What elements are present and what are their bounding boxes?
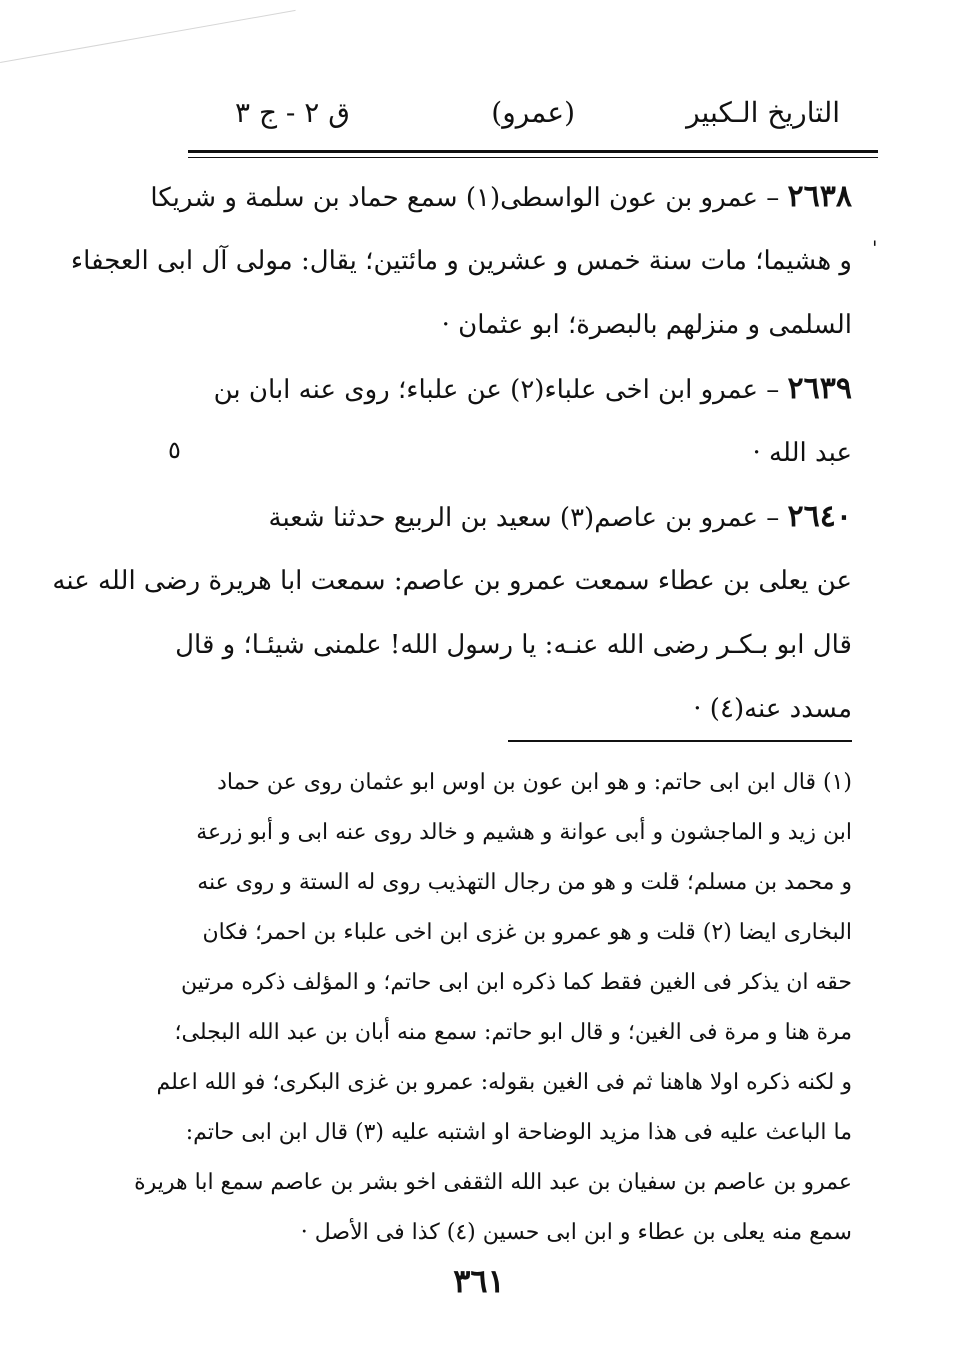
entry-text: – عمرو بن عون الواسطى(١) سمع حماد بن سلمة و شريكا bbox=[150, 183, 780, 213]
entry-text: – عمرو بن عاصم(٣) سعيد بن الربيع حدثنا شعبة bbox=[268, 503, 780, 533]
footnote-line: (١) قال ابن ابى حاتم: و هو ابن عون بن اوس ابو عثمان روى عن حماد bbox=[217, 770, 852, 795]
entry-line bbox=[200, 357, 852, 421]
running-header bbox=[215, 96, 840, 136]
entry-line: مسدد عنه(٤) · bbox=[693, 694, 852, 724]
footnote-line: ما الباعث عليه فى هذا مزيد الوضاحة او اشتبه عليه (٣) قال ابن ابى حاتم: bbox=[185, 1120, 852, 1145]
volume-reference: ق ٢ - ج ٣ bbox=[235, 96, 350, 129]
entry-line: و هشيما؛ مات سنة خمس و عشرين و مائتين؛ يقال: مولى آل ابى العجفاء bbox=[70, 246, 852, 276]
footnote-line: حقه ان يذكر فى الغين فقط كما ذكره ابن ابى حاتم؛ و المؤلف ذكره مرتين bbox=[181, 970, 852, 995]
book-title: التاريخ الـكبير bbox=[686, 96, 840, 129]
footnote-line: ابن زيد و الماجشون و أبى عوانة و هشيم و خالد روى عنه ابى و أبو زرعة bbox=[196, 820, 852, 845]
entry-number: ٢٦٤٠ bbox=[787, 499, 852, 534]
page-number: ٣٦١ bbox=[453, 1262, 505, 1300]
margin-line-number: ٥ bbox=[168, 436, 181, 464]
header-rule-thick bbox=[188, 150, 878, 153]
entry-number: ٢٦٣٨ bbox=[787, 179, 852, 214]
entry-line: السلمى و منزلهم بالبصرة؛ ابو عثمان · bbox=[441, 310, 852, 340]
header-rule-thin bbox=[188, 157, 878, 158]
section-name: (عمرو) bbox=[491, 96, 575, 129]
footnote-line: البخارى ايضا (٢) قلت و هو عمرو بن غزى ابن اخى علباء بن احمر؛ فكان bbox=[202, 920, 852, 945]
entry-line bbox=[150, 165, 852, 229]
footnote-line: سمع منه يعلى بن عطاء و ابن ابى حسين (٤) كذا فى الأصل · bbox=[300, 1220, 852, 1245]
entry-line bbox=[200, 485, 852, 549]
footnote-line: مرة هنا و مرة فى الغين؛ و قال ابو حاتم: سمع منه أبان بن عبد الله البجلى؛ bbox=[174, 1020, 852, 1045]
margin-mark: ' bbox=[872, 236, 878, 260]
entry-text: – عمرو ابن اخى علباء(٢) عن علباء؛ روى عنه ابان بن bbox=[213, 375, 780, 405]
entry-number: ٢٦٣٩ bbox=[787, 371, 852, 406]
footnote-line: عمرو بن عاصم بن سفيان بن عبد الله الثقفى اخو بشر بن عاصم سمع ابا هريرة bbox=[134, 1170, 852, 1195]
footnote-line: و لكنه ذكره اولا هاهنا ثم فى الغين بقوله: عمرو بن غزى البكرى؛ فو الله اعلم bbox=[156, 1070, 852, 1095]
footnotes bbox=[134, 758, 852, 1258]
footnote-line: و محمد بن مسلم؛ قلت و هو من رجال التهذيب روى له الستة و روى عنه bbox=[197, 870, 852, 895]
footnote-rule bbox=[508, 740, 852, 742]
main-text bbox=[52, 165, 852, 741]
entry-line: عبد الله · bbox=[752, 438, 852, 468]
entry-line: عن يعلى بن عطاء سمعت عمرو بن عاصم: سمعت ابا هريرة رضى الله عنه bbox=[52, 566, 852, 596]
entry-line: قال ابو بـكـر رضى الله عنـه: يا رسول الله! علمنى شيئـا؛ و قال bbox=[175, 630, 852, 660]
